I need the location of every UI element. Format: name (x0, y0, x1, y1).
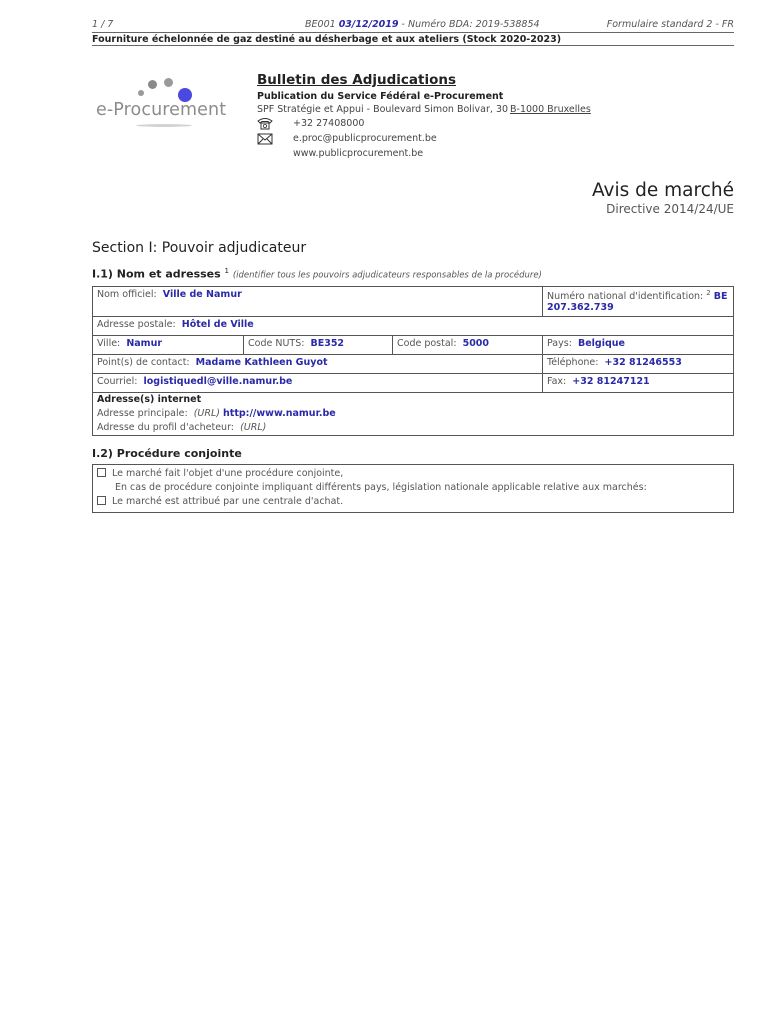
footnote-ref: 1 (224, 267, 229, 275)
postal-address-value: Hôtel de Ville (181, 319, 254, 330)
publisher-block (257, 72, 734, 162)
logo-swoosh (136, 124, 192, 127)
phone-value: +32 81246553 (604, 357, 682, 368)
city-value: Namur (126, 338, 163, 349)
publisher-phone: +32 27408000 (293, 118, 365, 129)
authority-table (92, 286, 734, 436)
buyer-profile-line (97, 421, 729, 435)
email-cell (93, 374, 542, 392)
footnote-ref-2: 2 (706, 289, 711, 297)
city-cell (93, 336, 243, 354)
publisher-address (257, 104, 734, 117)
joint-procedure-line-3 (97, 495, 729, 509)
section-title: Section I: Pouvoir adjudicateur (92, 240, 307, 256)
publisher-subtitle: Publication du Service Fédéral e-Procurement (257, 91, 504, 102)
notice-title: Avis de marché (591, 180, 734, 201)
contact-cell (93, 355, 542, 373)
bda-number: - Numéro BDA: 2019-538854 (401, 19, 540, 30)
nuts-cell (243, 336, 392, 354)
central-purchasing-text: Le marché est attribué par une centrale d'achat. (112, 496, 344, 507)
joint-procedure-box (92, 464, 734, 513)
postcode-value: 5000 (462, 338, 490, 349)
joint-procedure-checkbox[interactable] (97, 468, 106, 477)
country-label: Pays: (547, 338, 572, 349)
contact-value: Madame Kathleen Guyot (195, 357, 328, 368)
subsection-joint-procedure: I.2) Procédure conjointe (92, 447, 242, 460)
internet-cell (93, 393, 733, 435)
national-id-value-a: BE (713, 291, 728, 303)
publisher-phone-line (257, 117, 734, 132)
postcode-cell (392, 336, 542, 354)
joint-procedure-law-text: En cas de procédure conjointe impliquant différents pays, législation nationale applicable relative aux marchés: (115, 482, 647, 493)
national-id-label: Numéro national d'identification: (547, 291, 704, 303)
joint-procedure-line-1 (97, 467, 729, 481)
eprocurement-logo (96, 78, 227, 136)
table-row-internet (93, 392, 733, 435)
nuts-value: BE352 (310, 338, 345, 349)
header-subject: Fourniture échelonnée de gaz destiné au désherbage et aux ateliers (Stock 2020-2023) (92, 32, 734, 46)
country-value: Belgique (577, 338, 625, 349)
official-name-cell (93, 287, 542, 316)
form-type: Formulaire standard 2 - FR (606, 19, 734, 30)
subsection-names-addresses (92, 267, 542, 281)
buyer-profile-hint: (URL) (240, 422, 267, 433)
internet-heading: Adresse(s) internet (97, 394, 202, 405)
publisher-website-line (257, 147, 734, 162)
publisher-email-line (257, 132, 734, 147)
official-name-value: Ville de Namur (162, 289, 242, 300)
national-id-value-b: 207.362.739 (547, 302, 614, 314)
subsection-note: (identifier tous les pouvoirs adjudicateurs responsables de la procédure) (232, 270, 542, 281)
logo-dot-small (138, 90, 144, 96)
table-row-email (93, 373, 733, 392)
logo-dot-mid (148, 80, 157, 89)
running-header (92, 18, 734, 32)
central-purchasing-checkbox[interactable] (97, 496, 106, 505)
nuts-label: Code NUTS: (248, 338, 305, 349)
national-id-cell (542, 287, 733, 316)
joint-procedure-text: Le marché fait l'objet d'une procédure conjointe, (112, 468, 344, 479)
official-name-label: Nom officiel: (97, 289, 157, 300)
notice-heading (592, 180, 734, 216)
publisher-city: B-1000 Bruxelles (510, 104, 591, 115)
publisher-email[interactable]: e.proc@publicprocurement.be (293, 133, 437, 144)
buyer-profile-label: Adresse du profil d'acheteur: (97, 422, 235, 433)
document-page (92, 18, 734, 507)
table-row-location (93, 335, 733, 354)
fax-cell (542, 374, 733, 392)
contact-label: Point(s) de contact: (97, 357, 190, 368)
postal-address-cell (93, 317, 733, 335)
table-row-official-name (93, 287, 733, 316)
header-reference (305, 19, 540, 30)
country-cell (542, 336, 733, 354)
postcode-label: Code postal: (397, 338, 457, 349)
envelope-icon (257, 132, 273, 145)
main-address-hint: (URL) (193, 408, 220, 419)
fax-label: Fax: (547, 376, 567, 387)
joint-procedure-line-2 (97, 481, 729, 495)
page-number: 1 / 7 (92, 19, 114, 30)
publisher-street: SPF Stratégie et Appui - Boulevard Simon Bolivar, 30 (257, 104, 509, 115)
phone-label: Téléphone: (547, 357, 599, 368)
main-address-value[interactable]: http://www.namur.be (223, 408, 336, 419)
phone-icon (257, 117, 273, 130)
publisher-website[interactable]: www.publicprocurement.be (293, 148, 424, 159)
logo-dot-mid-2 (164, 78, 173, 87)
publication-date: 03/12/2019 (338, 19, 399, 30)
bulletin-title: Bulletin des Adjudications (257, 72, 457, 88)
logo-text: e-Procurement (96, 100, 227, 120)
notice-directive: Directive 2014/24/UE (606, 202, 734, 216)
phone-cell (542, 355, 733, 373)
doc-code: BE001 (305, 19, 336, 30)
fax-value: +32 81247121 (572, 376, 650, 387)
main-address-label: Adresse principale: (97, 408, 188, 419)
table-row-postal-address (93, 316, 733, 335)
main-address-line (97, 407, 729, 421)
subsection-label: I.1) Nom et adresses (92, 267, 221, 281)
email-label: Courriel: (97, 376, 138, 387)
table-row-contact (93, 354, 733, 373)
email-value[interactable]: logistiquedl@ville.namur.be (143, 376, 293, 387)
city-label: Ville: (97, 338, 121, 349)
postal-address-label: Adresse postale: (97, 319, 176, 330)
